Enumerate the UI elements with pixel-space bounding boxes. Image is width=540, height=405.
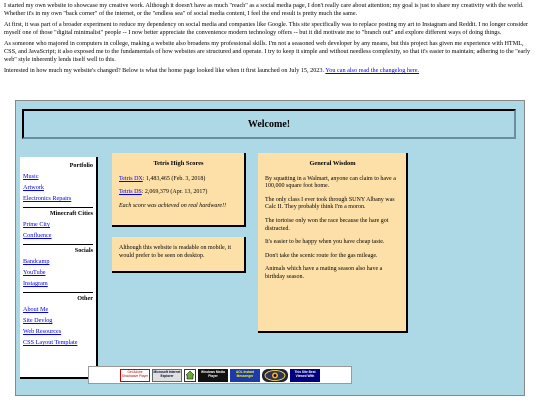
wisdom-item: Animals which have a mating season also have a birthday season. bbox=[265, 266, 383, 280]
house-icon bbox=[184, 369, 196, 382]
mobile-note-box bbox=[112, 237, 246, 273]
general-wisdom-box bbox=[258, 153, 408, 333]
tetris-dx-row bbox=[119, 176, 238, 184]
wisdom-item: By squatting in a Walmart, anyone can claim to have a 100,000 square foot home. bbox=[265, 175, 396, 190]
sidebar-link-electronics-repairs[interactable]: Electronics Repairs bbox=[23, 195, 72, 202]
shockwave-badge[interactable]: Get Adobe Shockwave Player bbox=[120, 369, 150, 382]
sidebar-link-music[interactable]: Music bbox=[23, 173, 39, 180]
windows-media-badge[interactable]: Windows Media Player bbox=[198, 369, 228, 382]
wisdom-item: The tortoise only won the race because the hare got distracted. bbox=[265, 217, 389, 232]
old-homepage-screenshot bbox=[15, 100, 525, 396]
sidebar-link-site-devlog[interactable]: Site Devlog bbox=[23, 317, 53, 324]
tetris-ds-link[interactable]: Tetris DS bbox=[119, 189, 142, 196]
sidebar-link-confluence[interactable]: Confluence bbox=[23, 232, 52, 239]
internet-explorer-badge[interactable]: Microsoft Internet Explorer bbox=[152, 369, 182, 382]
wisdom-title: General Wisdom bbox=[309, 160, 356, 167]
intro-paragraph-3: As someone who majored in computers in college, making a website also broadens my professional skills. I'm not a seasoned web developer by any means, but this project has given me experience with HTML, CSS, and JavaScript; it also exposed me to the fundamentals of how websites are structured and operate. I try to keep it simple and without needless complexity, so that it's easier to maintain; adhering to the "early web" style inherently lends itself well to this. bbox=[4, 40, 531, 63]
wisdom-item: Don't take the scenic route for the gas mileage. bbox=[265, 252, 378, 259]
sidebar-link-css-layout-template[interactable]: CSS Layout Template bbox=[23, 339, 78, 346]
badge-strip bbox=[88, 366, 352, 384]
intro-paragraph-2: At first, it was part of a broader experiment to reduce my dependency on social media and companies like Google. This site specifically was to replace posting my art to Instagram and Reddit. I no longer consider myself one of those "digital minimalist" people -- I now better appreciate the convenience modern technology offers -- but it did motivate me to "branch out" and explore different ways of doing things. bbox=[4, 21, 529, 36]
tetris-ds-score: : 2,069,379 (Apr. 13, 2017) bbox=[141, 189, 208, 196]
sidebar bbox=[20, 157, 98, 379]
intro-paragraph-4 bbox=[4, 67, 536, 75]
sidebar-link-youtube[interactable]: YouTube bbox=[23, 269, 46, 276]
sidebar-heading-portfolio: Portfolio bbox=[69, 162, 93, 169]
tetris-title: Tetris High Scores bbox=[153, 160, 204, 167]
launch-note: Interested in how much my website's changed? Below is what the home page looked like when it first launched on July 15, 2023. bbox=[4, 67, 325, 75]
sidebar-link-prime-city[interactable]: Prime City bbox=[23, 221, 50, 228]
sidebar-link-bandcamp[interactable]: Bandcamp bbox=[23, 258, 50, 265]
tetris-note: Each score was achieved on real hardware!! bbox=[119, 202, 227, 209]
sidebar-heading-other: Other bbox=[77, 295, 93, 302]
intro-text bbox=[4, 2, 536, 79]
wisdom-item: The only class I ever took through SUNY Albany was Calc II. They probably think I'm a moron. bbox=[265, 196, 395, 211]
welcome-title: Welcome! bbox=[247, 118, 291, 130]
sidebar-link-artwork[interactable]: Artwork bbox=[23, 184, 44, 191]
aol-instant-messenger-badge[interactable]: AOL Instant Messenger bbox=[230, 369, 260, 382]
tetris-dx-score: : 1,483,465 (Feb. 3, 2018) bbox=[142, 175, 206, 182]
sidebar-divider bbox=[23, 292, 93, 293]
welcome-banner bbox=[22, 109, 516, 139]
sidebar-heading-minecraft: Minecraft Cities bbox=[49, 210, 93, 217]
tetris-ds-row bbox=[119, 189, 238, 197]
sidebar-link-about-me[interactable]: About Me bbox=[23, 306, 49, 313]
sidebar-heading-socials: Socials bbox=[74, 247, 93, 254]
intro-paragraph-1: I started my own website to showcase my creative work. Although it doesn't have as much "reach" as a social media page, I don't really care about attention; my goal is just to share my creativity with the world. Whether it's in my own "back corner" of the internet, or the "endless sea" of social media content, I feel the end result is pretty much the same. bbox=[4, 2, 524, 17]
sidebar-link-web-resources[interactable]: Web Resources bbox=[23, 328, 62, 335]
sidebar-link-instagram[interactable]: Instagram bbox=[23, 280, 48, 287]
tetris-scores-box bbox=[112, 153, 246, 227]
best-viewed-with-badge[interactable]: This Site Best Viewed With bbox=[290, 369, 320, 382]
eye-logo-icon bbox=[262, 369, 288, 382]
wisdom-item: It's easier to be happy when you have cheap taste. bbox=[265, 239, 385, 246]
sidebar-divider bbox=[23, 207, 93, 208]
sidebar-divider bbox=[23, 244, 93, 245]
changelog-link[interactable]: You can also read the changelog here. bbox=[325, 67, 420, 75]
mobile-note-text: Although this website is readable on mobile, it would prefer to be seen on desktop. bbox=[119, 245, 231, 259]
tetris-dx-link[interactable]: Tetris DX bbox=[119, 175, 143, 182]
